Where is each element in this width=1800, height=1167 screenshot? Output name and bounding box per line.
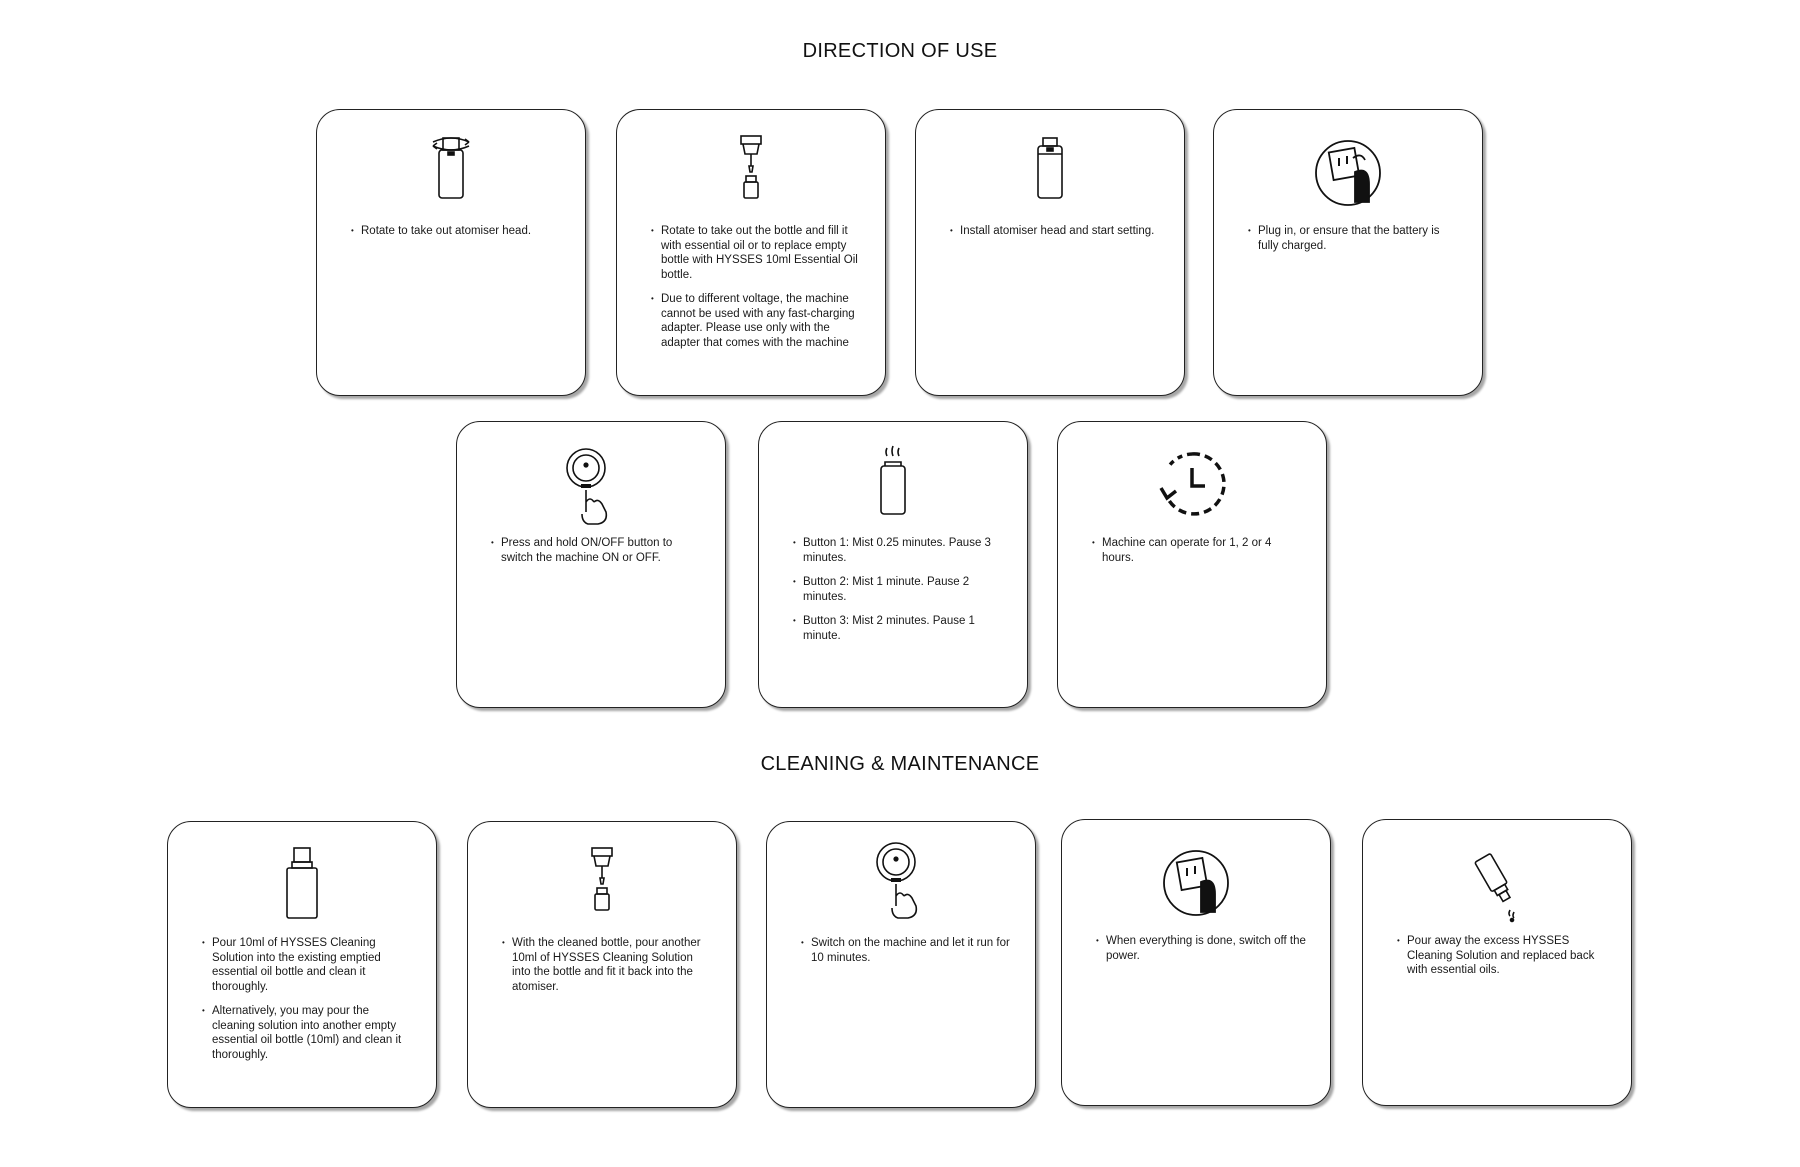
direction-card-mist-settings: [758, 421, 1028, 708]
mist-icon: [848, 440, 938, 530]
bullet: • Plug in, or ensure that the battery is fully charged.: [1248, 224, 1460, 253]
timer-icon: [1147, 440, 1237, 530]
cleaning-maintenance-heading: CLEANING & MAINTENANCE: [760, 753, 1040, 775]
bullet: • Install atomiser head and start setting.: [950, 224, 1162, 239]
bullet: • Switch on the machine and let it run for 10 minutes.: [801, 936, 1013, 965]
direction-card-plug-in: [1213, 109, 1483, 396]
power-plug-icon: [1303, 128, 1393, 218]
bullet: • Rotate to take out the bottle and fill it with essential oil or to replace empty bottle with HYSSES 10ml Essential Oil bottle.: [651, 224, 863, 282]
cleaning-card-switch-off: [1061, 819, 1331, 1106]
bullet: • Pour 10ml of HYSSES Cleaning Solution into the existing emptied essential oil bottle and clean it thoroughly.: [202, 936, 414, 994]
atomiser-install-icon: [1005, 128, 1095, 218]
cleaning-card-pour-solution: [167, 821, 437, 1108]
bullet: • Due to different voltage, the machine cannot be used with any fast-charging adapter. Please use only with the adapter that comes with the machine: [651, 292, 863, 350]
oil-bottle-icon: [257, 840, 347, 930]
bottle-fill-icon: [706, 128, 796, 218]
cleaning-card-run-machine: [766, 821, 1036, 1108]
bullet: • Rotate to take out atomiser head.: [351, 224, 563, 239]
atomiser-rotate-icon: [406, 128, 496, 218]
power-plug-icon: [1151, 838, 1241, 928]
direction-card-power-button: [456, 421, 726, 708]
direction-card-rotate-atomiser: [316, 109, 586, 396]
press-button-icon: [546, 440, 636, 530]
direction-card-install-atomiser: [915, 109, 1185, 396]
bottle-fill-icon: [557, 840, 647, 930]
bullet: • When everything is done, switch off the power.: [1096, 934, 1308, 963]
bullet: • Machine can operate for 1, 2 or 4 hours.: [1092, 536, 1304, 565]
direction-card-fill-bottle: [616, 109, 886, 396]
pour-away-icon: [1452, 838, 1542, 928]
bullet: • Button 1: Mist 0.25 minutes. Pause 3 minutes.: [793, 536, 1005, 565]
cleaning-card-pour-away: [1362, 819, 1632, 1106]
bullet: • Pour away the excess HYSSES Cleaning Solution and replaced back with essential oils.: [1397, 934, 1609, 978]
bullet: • Button 2: Mist 1 minute. Pause 2 minutes.: [793, 575, 1005, 604]
bullet: • Press and hold ON/OFF button to switch the machine ON or OFF.: [491, 536, 703, 565]
bullet: • Alternatively, you may pour the cleaning solution into another empty essential oil bottle (10ml) and clean it thoroughly.: [202, 1004, 414, 1062]
direction-card-timer: [1057, 421, 1327, 708]
cleaning-card-refill-bottle: [467, 821, 737, 1108]
press-button-icon: [856, 840, 946, 930]
direction-of-use-heading: DIRECTION OF USE: [802, 40, 998, 62]
bullet: • Button 3: Mist 2 minutes. Pause 1 minute.: [793, 614, 1005, 643]
bullet: • With the cleaned bottle, pour another 10ml of HYSSES Cleaning Solution into the bottle and fit it back into the atomiser.: [502, 936, 714, 994]
